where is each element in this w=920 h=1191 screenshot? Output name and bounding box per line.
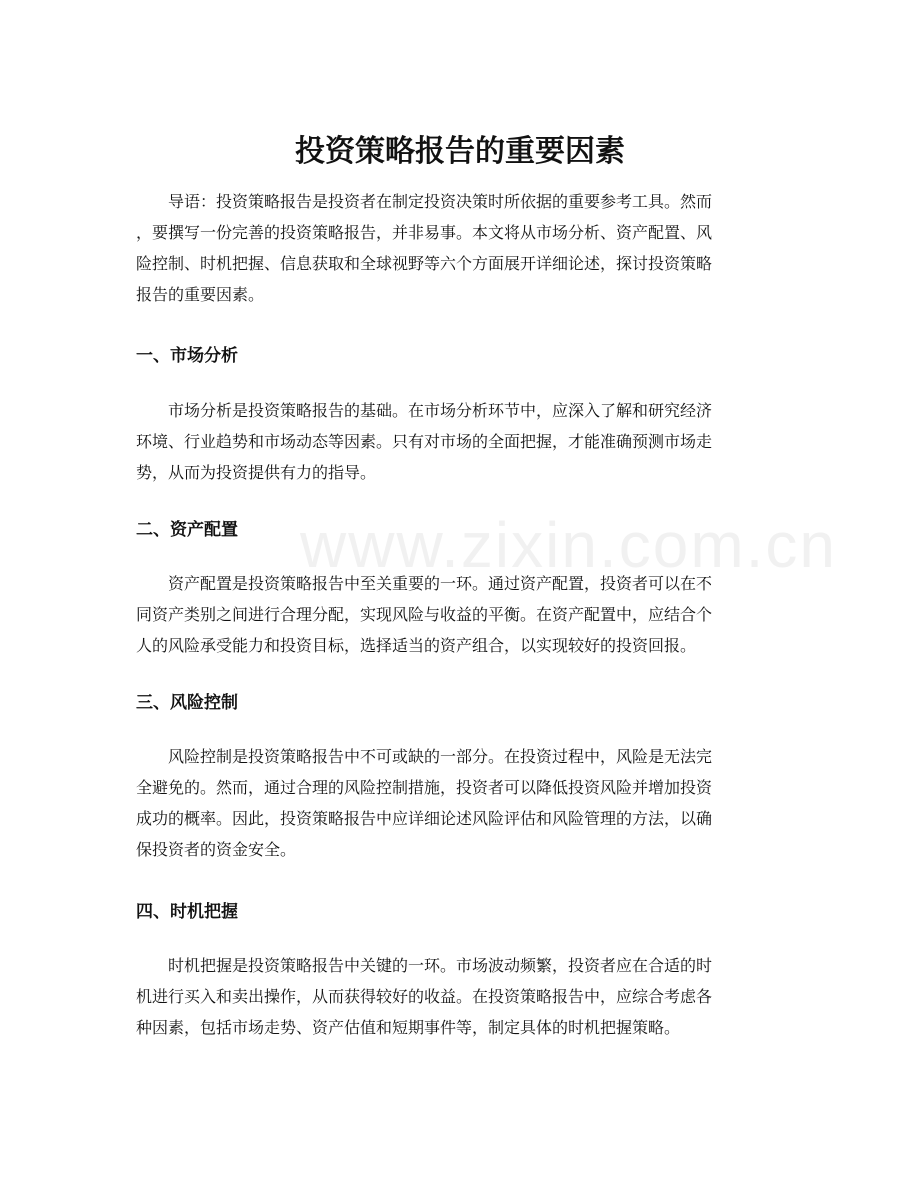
section-paragraph-market-analysis: [136, 395, 786, 488]
paragraph-line: ，要撰写一份完善的投资策略报告，并非易事。本文将从市场分析、资产配置、风: [136, 223, 713, 242]
section-paragraph-asset-allocation: [136, 568, 786, 661]
paragraph-line: 机进行买入和卖出操作，从而获得较好的收益。在投资策略报告中，应综合考虑各: [136, 987, 713, 1006]
paragraph-line: 全避免的。然而，通过合理的风险控制措施，投资者可以降低投资风险并增加投资: [136, 778, 713, 797]
paragraph-line: 环境、行业趋势和市场动态等因素。只有对市场的全面把握，才能准确预测市场走: [136, 432, 713, 451]
paragraph-line: 险控制、时机把握、信息获取和全球视野等六个方面展开详细论述，探讨投资策略: [136, 254, 713, 273]
paragraph-line: 报告的重要因素。: [136, 285, 265, 304]
section-heading-timing: 四、时机把握: [136, 902, 238, 922]
paragraph-line: 资产配置是投资策略报告中至关重要的一环。通过资产配置，投资者可以在不: [168, 574, 713, 593]
paragraph-line: 同资产类别之间进行合理分配，实现风险与收益的平衡。在资产配置中，应结合个: [136, 605, 713, 624]
paragraph-line: 人的风险承受能力和投资目标，选择适当的资产组合，以实现较好的投资回报。: [136, 636, 697, 655]
section-heading-market-analysis: 一、市场分析: [136, 346, 238, 366]
section-paragraph-risk-control: [136, 741, 786, 865]
paragraph-line: 市场分析是投资策略报告的基础。在市场分析环节中，应深入了解和研究经济: [168, 401, 713, 420]
paragraph-line: 保投资者的资金安全。: [136, 840, 297, 859]
section-heading-asset-allocation: 二、资产配置: [136, 520, 238, 540]
paragraph-line: 势，从而为投资提供有力的指导。: [136, 463, 377, 482]
watermark: www.zixin.com.cn: [300, 509, 837, 581]
paragraph-line: 成功的概率。因此，投资策略报告中应详细论述风险评估和风险管理的方法，以确: [136, 809, 713, 828]
intro-paragraph: [136, 186, 786, 310]
section-heading-risk-control: 三、风险控制: [136, 693, 238, 713]
paragraph-line: 导语：投资策略报告是投资者在制定投资决策时所依据的重要参考工具。然而: [168, 192, 713, 211]
paragraph-line: 风险控制是投资策略报告中不可或缺的一部分。在投资过程中，风险是无法完: [168, 747, 713, 766]
section-paragraph-timing: [136, 950, 786, 1043]
paragraph-line: 种因素，包括市场走势、资产估值和短期事件等，制定具体的时机把握策略。: [136, 1018, 681, 1037]
page-title: 投资策略报告的重要因素: [295, 134, 625, 170]
paragraph-line: 时机把握是投资策略报告中关键的一环。市场波动频繁，投资者应在合适的时: [168, 956, 713, 975]
